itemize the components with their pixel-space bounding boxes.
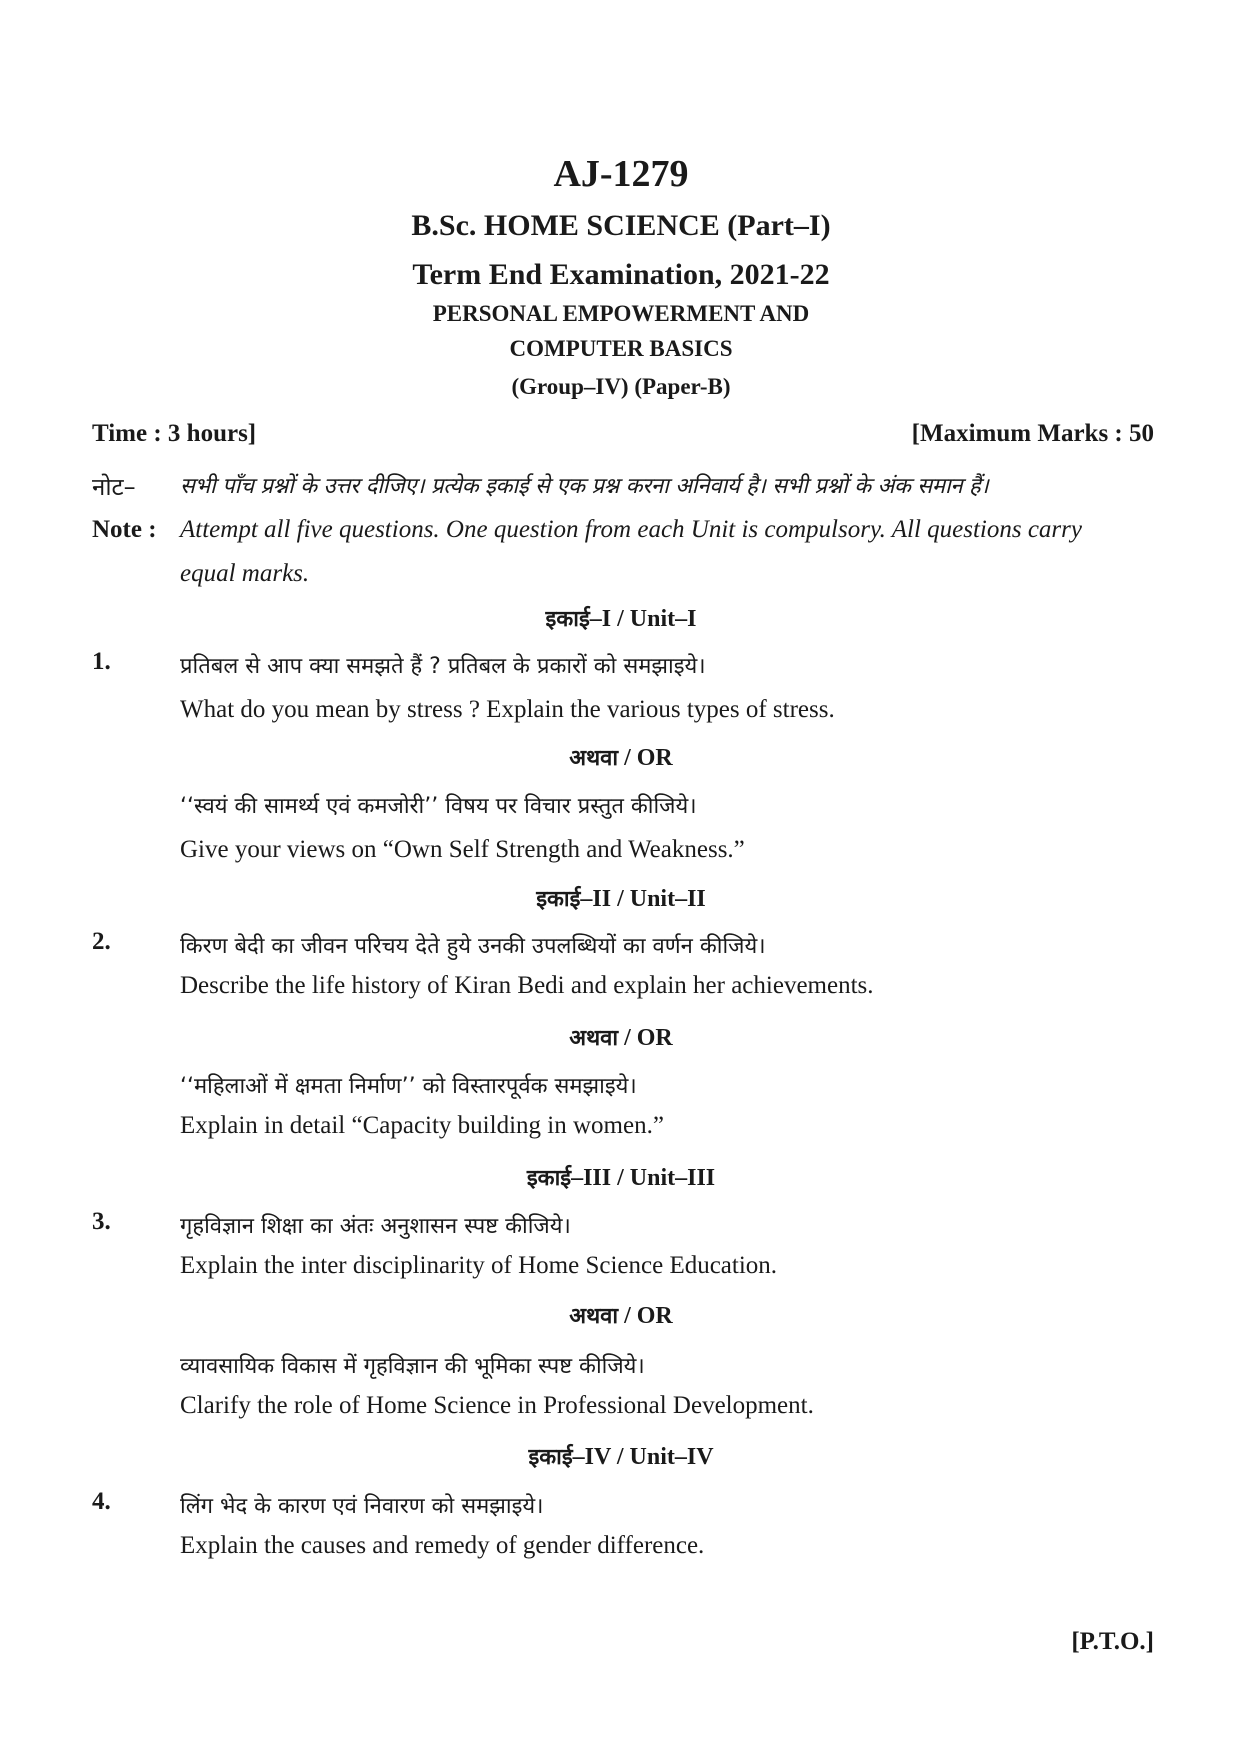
unit-heading-english: –IV / Unit–IV [572, 1444, 714, 1470]
or-hindi: अथवा [569, 746, 619, 771]
question-4-english: Explain the causes and remedy of gender difference. [180, 1532, 705, 1559]
note-english-line-1: Attempt all five questions. One question from each Unit is compulsory. All questions carry [180, 516, 1082, 543]
time-allowed: Time : 3 hours] [92, 420, 257, 447]
group-paper-label: (Group–IV) (Paper-B) [511, 374, 731, 399]
or-slash: / [618, 745, 637, 771]
question-4-hindi: लिंग भेद के कारण एवं निवारण को समझाइये। [180, 1494, 544, 1519]
question-2-alt-english: Explain in detail “Capacity building in women.” [180, 1112, 664, 1139]
question-3-alt-english: Clarify the role of Home Science in Professional Development. [180, 1392, 814, 1419]
question-1-alt-english: Give your views on “Own Self Strength and Weakness.” [180, 836, 745, 863]
or-slash: / [618, 1025, 637, 1051]
or-english: OR [636, 1025, 673, 1051]
unit-heading-4 [0, 1441, 1242, 1471]
unit-heading-1 [0, 603, 1242, 633]
or-english: OR [636, 745, 673, 771]
please-turn-over: [P.T.O.] [1071, 1628, 1154, 1655]
question-3-alt-hindi: व्यावसायिक विकास में गृहविज्ञान की भूमिका स्पष्ट कीजिये। [180, 1354, 645, 1379]
unit-heading-3 [0, 1162, 1242, 1192]
or-hindi: अथवा [569, 1304, 619, 1329]
unit-heading-hindi: इकाई [545, 607, 590, 632]
unit-heading-hindi: इकाई [528, 1445, 573, 1470]
question-number-4: 4. [92, 1488, 111, 1515]
question-2-alt-hindi: ‘‘महिलाओं में क्षमता निर्माण’’ को विस्तारपूर्वक समझाइये। [180, 1074, 637, 1099]
or-slash: / [618, 1303, 637, 1329]
note-hindi-text: सभी पाँच प्रश्नों के उत्तर दीजिए। प्रत्येक इकाई से एक प्रश्न करना अनिवार्य है। सभी प्रश्नों के अंक समान हैं। [180, 474, 989, 499]
or-separator-3 [0, 1300, 1242, 1330]
course-title: B.Sc. HOME SCIENCE (Part–I) [411, 209, 831, 242]
paper-code: AJ-1279 [553, 153, 689, 195]
question-3-english: Explain the inter disciplinarity of Home Science Education. [180, 1252, 778, 1279]
maximum-marks: [Maximum Marks : 50 [911, 420, 1154, 447]
question-1-alt-hindi: ‘‘स्वयं की सामर्थ्य एवं कमजोरी’’ विषय पर विचार प्रस्तुत कीजिये। [180, 794, 697, 819]
question-2-hindi: किरण बेदी का जीवन परिचय देते हुये उनकी उपलब्धियों का वर्णन कीजिये। [180, 934, 766, 959]
subject-title-line-1: PERSONAL EMPOWERMENT AND [432, 301, 810, 326]
question-number-3: 3. [92, 1208, 111, 1235]
question-2-english: Describe the life history of Kiran Bedi and explain her achievements. [180, 972, 874, 999]
or-hindi: अथवा [569, 1026, 619, 1051]
question-3-hindi: गृहविज्ञान शिक्षा का अंतः अनुशासन स्पष्ट कीजिये। [180, 1214, 571, 1239]
note-english-label: Note : [92, 516, 157, 543]
exam-title: Term End Examination, 2021-22 [412, 258, 830, 291]
subject-title-line-2: COMPUTER BASICS [509, 336, 733, 361]
unit-heading-english: –III / Unit–III [571, 1165, 716, 1191]
or-english: OR [636, 1303, 673, 1329]
or-separator-1 [0, 742, 1242, 772]
note-hindi-label: नोट– [92, 473, 136, 501]
unit-heading-2 [0, 883, 1242, 913]
question-number-2: 2. [92, 928, 111, 955]
note-english-line-2: equal marks. [180, 560, 310, 587]
or-separator-2 [0, 1022, 1242, 1052]
question-1-english: What do you mean by stress ? Explain the various types of stress. [180, 696, 835, 723]
unit-heading-hindi: इकाई [536, 887, 581, 912]
question-1-hindi: प्रतिबल से आप क्या समझते हैं ? प्रतिबल के प्रकारों को समझाइये। [180, 654, 706, 679]
question-number-1: 1. [92, 648, 111, 675]
unit-heading-english: –I / Unit–I [589, 606, 697, 632]
unit-heading-english: –II / Unit–II [580, 886, 706, 912]
unit-heading-hindi: इकाई [526, 1166, 572, 1191]
